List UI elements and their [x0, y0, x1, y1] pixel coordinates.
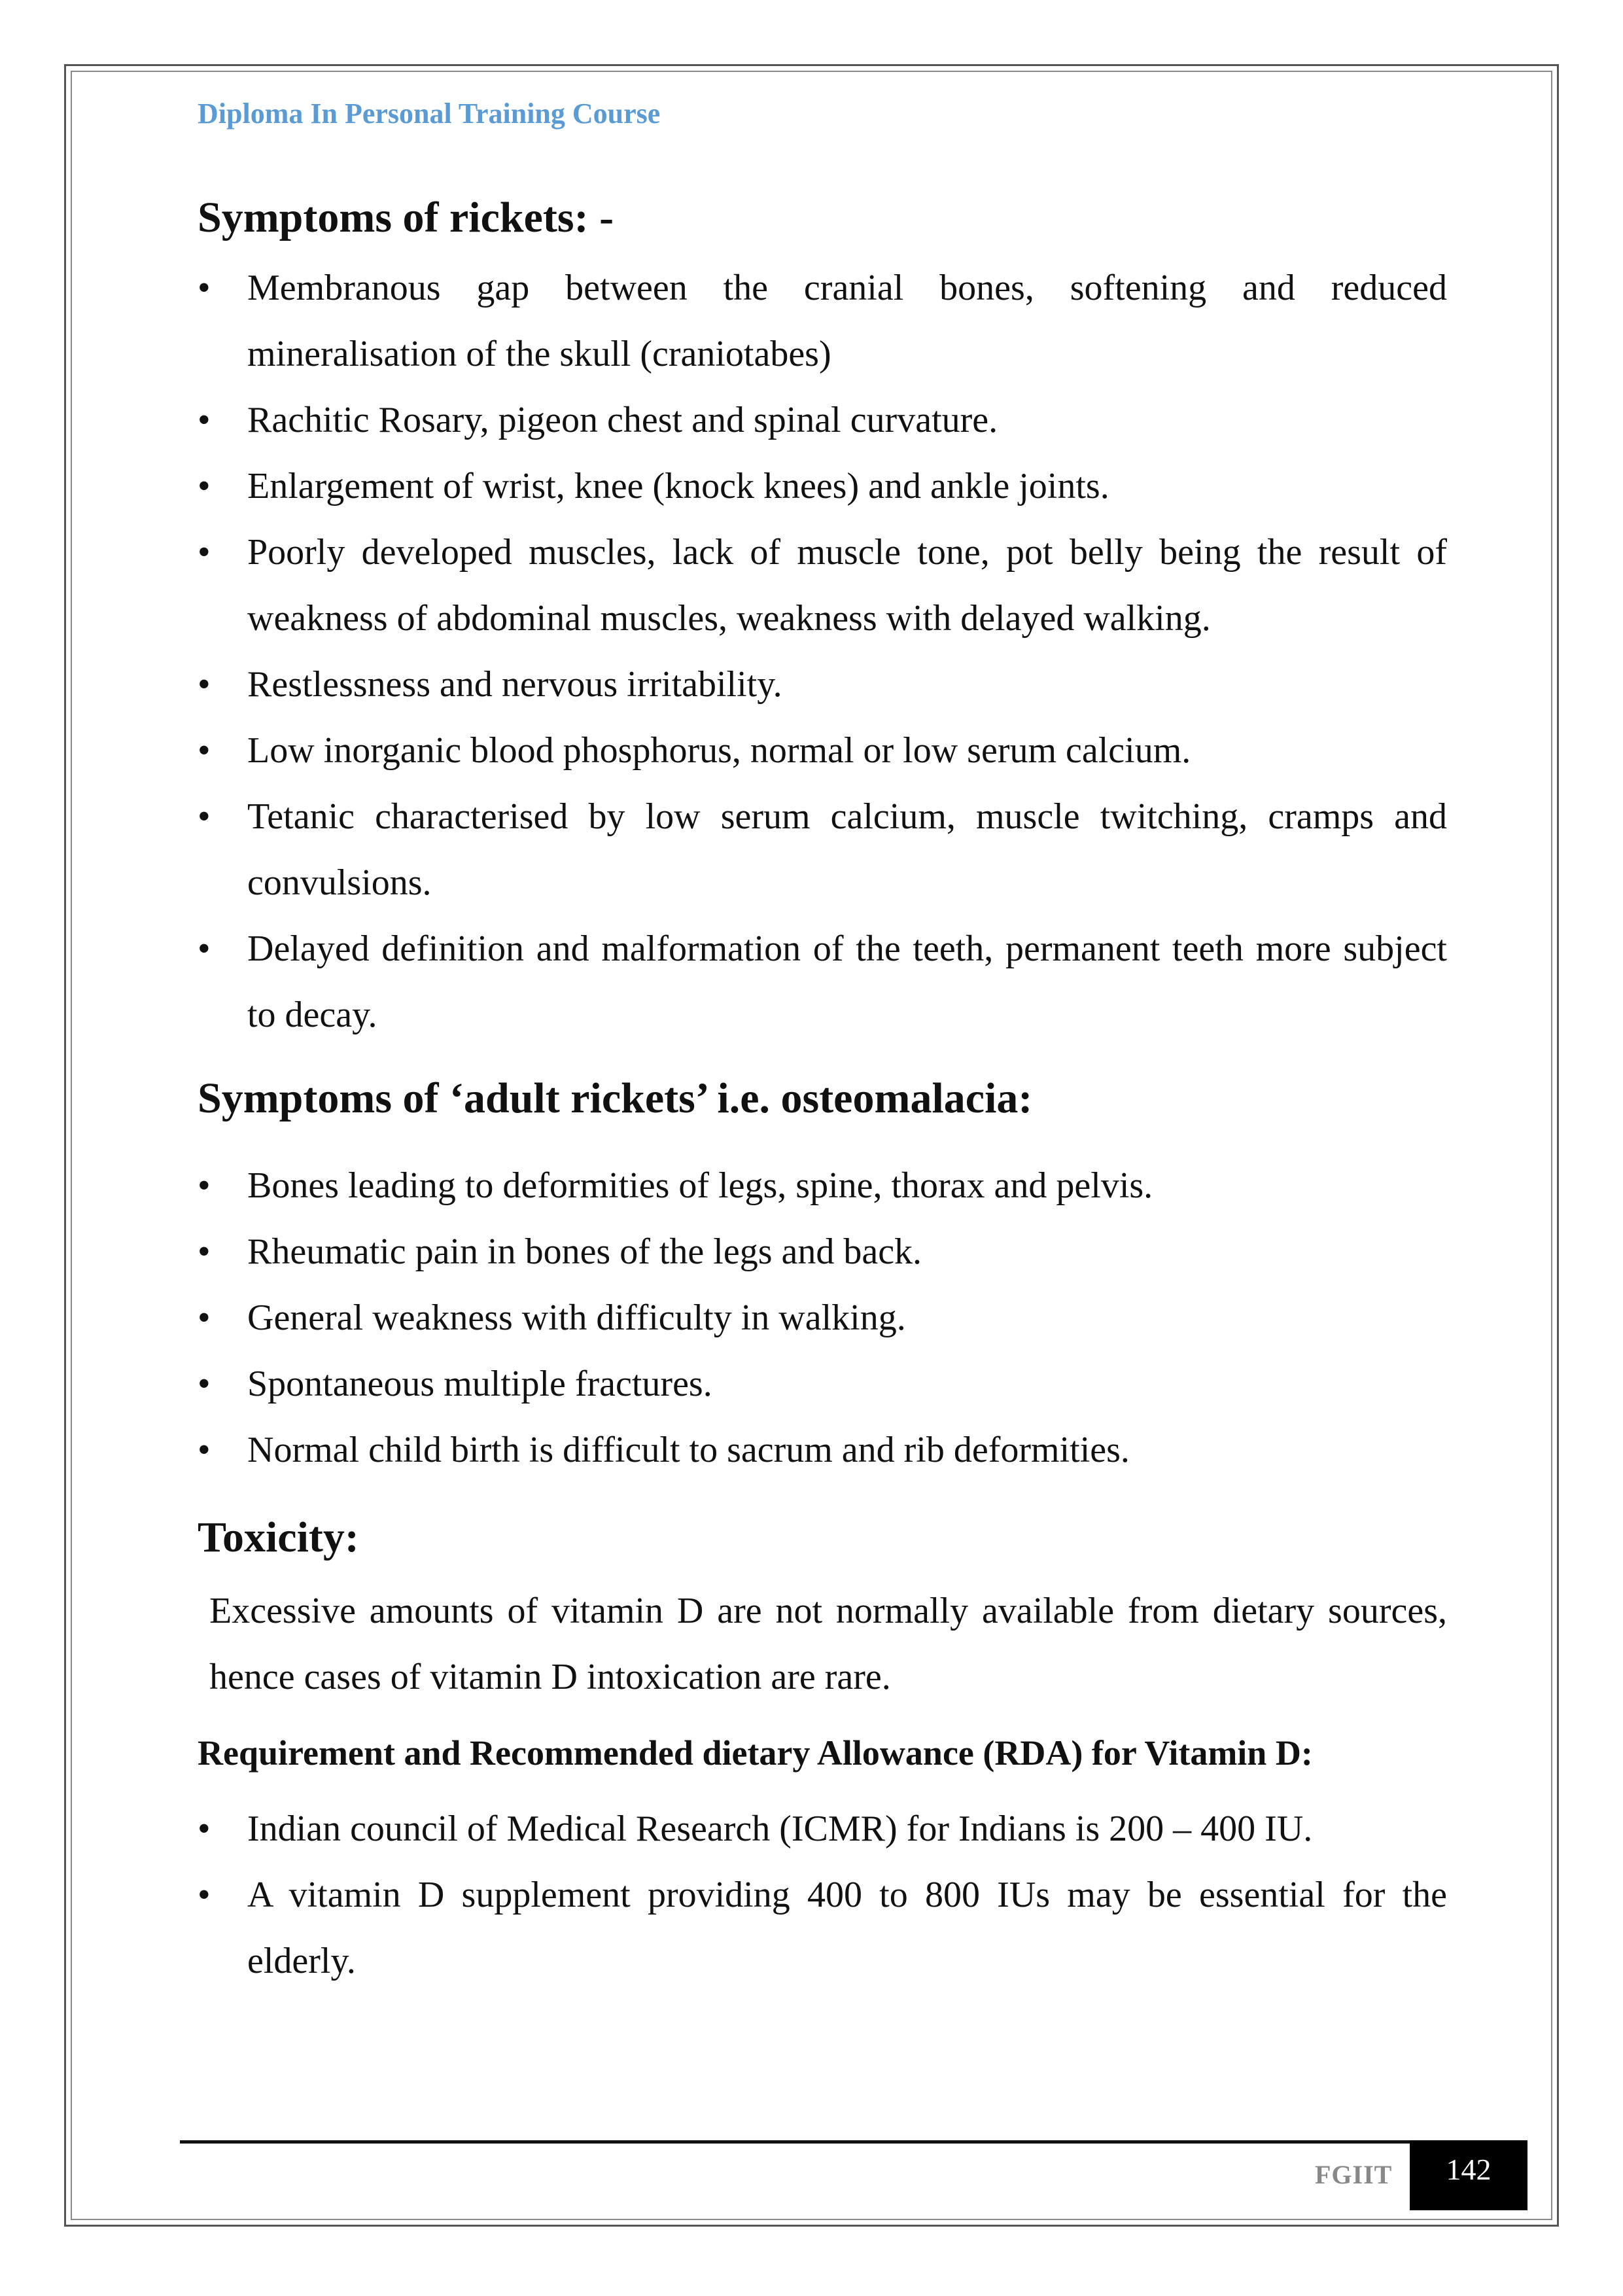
rda-heading: Requirement and Recommended dietary Allowance (RDA) for Vitamin D:: [198, 1733, 1313, 1773]
bullet-icon: •: [198, 267, 211, 308]
bullet-icon: •: [198, 1165, 211, 1206]
footer-brand: FGIIT: [1315, 2160, 1393, 2189]
bullet-icon: •: [198, 1297, 211, 1338]
list-item: • Poorly developed muscles, lack of muscle tone, pot belly being the result of weakness of abdominal muscles, weakness with delayed walking.: [198, 520, 1447, 652]
toxicity-paragraph: Excessive amounts of vitamin D are not normally available from dietary sources, hence cases of vitamin D intoxication are rare.: [209, 1591, 1447, 1698]
list-item: • Normal child birth is difficult to sacrum and rib deformities.: [198, 1417, 1447, 1483]
rda-list: [198, 1796, 1447, 1994]
list-item: • Delayed definition and malformation of the teeth, permanent teeth more subject to decay.: [198, 916, 1447, 1048]
bullet-icon: •: [198, 465, 211, 506]
bullet-icon: •: [198, 1363, 211, 1404]
osteomalacia-heading: Symptoms of ‘adult rickets’ i.e. osteomalacia:: [198, 1074, 1033, 1122]
bullet-icon: •: [198, 1231, 211, 1272]
list-item: • Restlessness and nervous irritability.: [198, 652, 1447, 718]
bullet-icon: •: [198, 796, 211, 837]
bullet-icon: •: [198, 531, 211, 573]
page-content: [198, 190, 1447, 1994]
list-item: • Rachitic Rosary, pigeon chest and spinal curvature.: [198, 387, 1447, 453]
list-item: • Spontaneous multiple fractures.: [198, 1351, 1447, 1417]
bullet-icon: •: [198, 1808, 211, 1849]
header-title: Diploma In Personal Training Course: [198, 97, 661, 130]
list-item: • Bones leading to deformities of legs, spine, thorax and pelvis.: [198, 1153, 1447, 1219]
page-number: 142: [1410, 2140, 1527, 2210]
bullet-icon: •: [198, 1429, 211, 1470]
list-item: • Enlargement of wrist, knee (knock knees) and ankle joints.: [198, 453, 1447, 520]
bullet-icon: •: [198, 663, 211, 705]
list-item: • Tetanic characterised by low serum calcium, muscle twitching, cramps and convulsions.: [198, 784, 1447, 916]
toxicity-heading: Toxicity:: [198, 1513, 359, 1561]
bullet-icon: •: [198, 1874, 211, 1915]
list-item: • Membranous gap between the cranial bones, softening and reduced mineralisation of the skull (craniotabes): [198, 255, 1447, 387]
rickets-list: [198, 255, 1447, 1048]
list-item: • Indian council of Medical Research (ICMR) for Indians is 200 – 400 IU.: [198, 1796, 1447, 1862]
bullet-icon: •: [198, 730, 211, 771]
bullet-icon: •: [198, 399, 211, 440]
list-item: • A vitamin D supplement providing 400 to 800 IUs may be essential for the elderly.: [198, 1862, 1447, 1994]
rickets-heading: Symptoms of rickets: -: [198, 194, 614, 241]
bullet-icon: •: [198, 928, 211, 969]
footer-rule: [180, 2140, 1410, 2144]
list-item: • Low inorganic blood phosphorus, normal or low serum calcium.: [198, 718, 1447, 784]
list-item: • Rheumatic pain in bones of the legs and back.: [198, 1219, 1447, 1285]
list-item: • General weakness with difficulty in walking.: [198, 1285, 1447, 1351]
osteomalacia-list: [198, 1153, 1447, 1483]
